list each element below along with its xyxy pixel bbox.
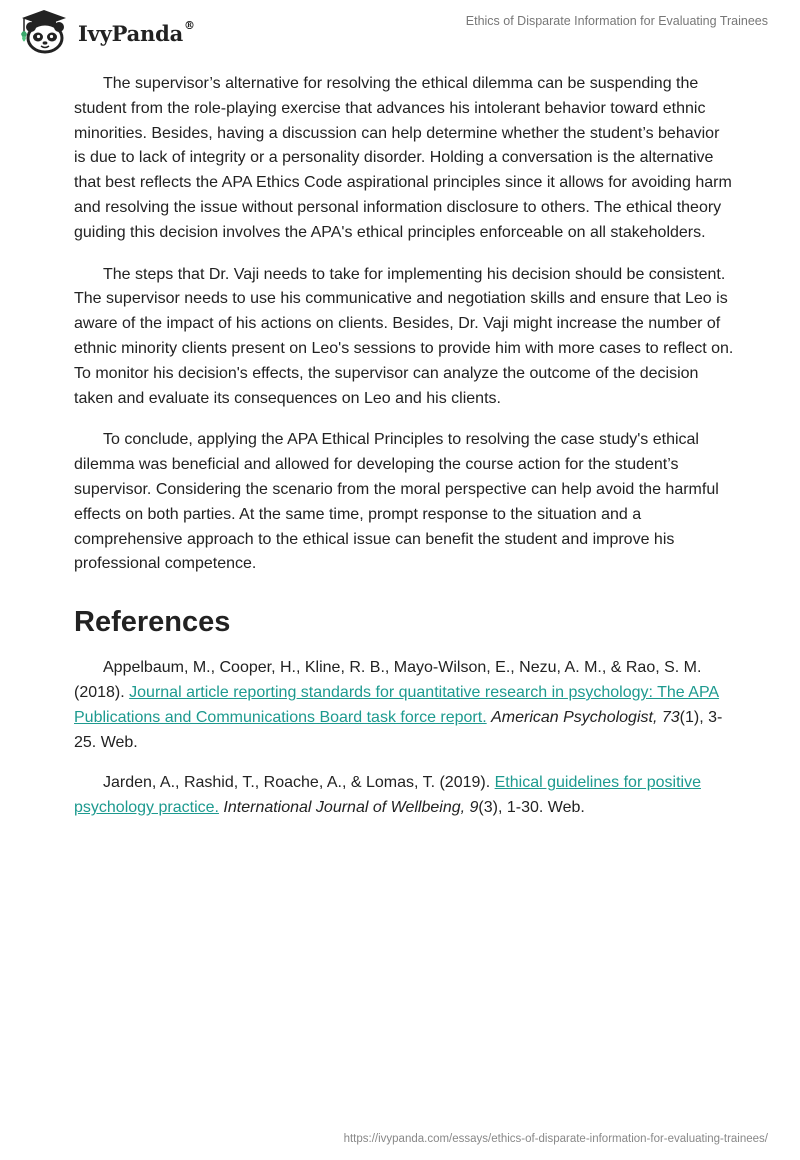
reference-details: (1), 3-25. Web.	[74, 708, 723, 751]
references-heading: References	[74, 606, 231, 639]
reference-entry	[74, 656, 734, 755]
reference-volume: 73	[661, 708, 680, 726]
reference-link[interactable]: Journal article reporting standards for quantitative research in psychology: The APA Publications and Communications Board task force report.	[74, 683, 720, 726]
page-url[interactable]: https://ivypanda.com/essays/ethics-of-disparate-information-for-evaluating-trainees/	[343, 1133, 768, 1145]
panda-graduate-icon	[14, 8, 74, 54]
reference-authors: Appelbaum, M., Cooper, H., Kline, R. B., Mayo-Wilson, E., Nezu, A. M., & Rao, S. M. (2018).	[74, 659, 702, 701]
reference-entry	[74, 771, 734, 821]
reference-journal: American Psychologist,	[491, 708, 662, 726]
registered-mark: ®	[184, 19, 195, 32]
essay-content	[74, 72, 734, 837]
document-title: Ethics of Disparate Information for Evaluating Trainees	[465, 14, 768, 28]
reference-link[interactable]: Ethical guidelines for positive psychology practice.	[74, 774, 701, 817]
body-paragraph: The supervisor’s alternative for resolving the ethical dilemma can be suspending the student from the role-playing exercise that advances his intolerant behavior toward ethnic minorities. Besides, having a discussion can help determine whether the student’s behavior is due to lack of integrity or a personality disorder. Holding a conversation is the alternative that best reflects the APA Ethics Code aspirational principles since it allows for avoiding harm and resolving the issue without personal information disclosure to others. The ethical theory guiding this decision involves the APA's ethical principles enforceable on all stakeholders.	[74, 75, 732, 241]
reference-details: (3), 1-30. Web.	[478, 799, 585, 817]
body-paragraph: The steps that Dr. Vaji needs to take for implementing his decision should be consistent. The supervisor needs to use his communicative and negotiation skills and ensure that Leo is aware of the impact of his actions on clients. Besides, Dr. Vaji might increase the number of ethnic minority clients present on Leo's sessions to provide him with more cases to reflect on. To monitor his decision's effects, the supervisor can analyze the outcome of the decision taken and evaluate its consequences on Leo and his clients.	[74, 265, 734, 407]
brand-name: IvyPanda®	[78, 19, 195, 46]
reference-journal: International Journal of Wellbeing,	[223, 799, 470, 817]
ivypanda-logo[interactable]	[14, 8, 214, 54]
reference-authors: Jarden, A., Rashid, T., Roache, A., & Lomas, T. (2019).	[103, 774, 495, 792]
page-header	[0, 0, 800, 60]
reference-volume: 9	[469, 799, 479, 817]
body-paragraph: To conclude, applying the APA Ethical Principles to resolving the case study's ethical dilemma was beneficial and allowed for developing the course action for the student’s supervisor. Considering the scenario from the moral perspective can help avoid the harmful effects on both parties. At the same time, prompt response to the situation and a comprehensive approach to the ethical issue can benefit the student and improve his professional competence.	[74, 431, 719, 573]
